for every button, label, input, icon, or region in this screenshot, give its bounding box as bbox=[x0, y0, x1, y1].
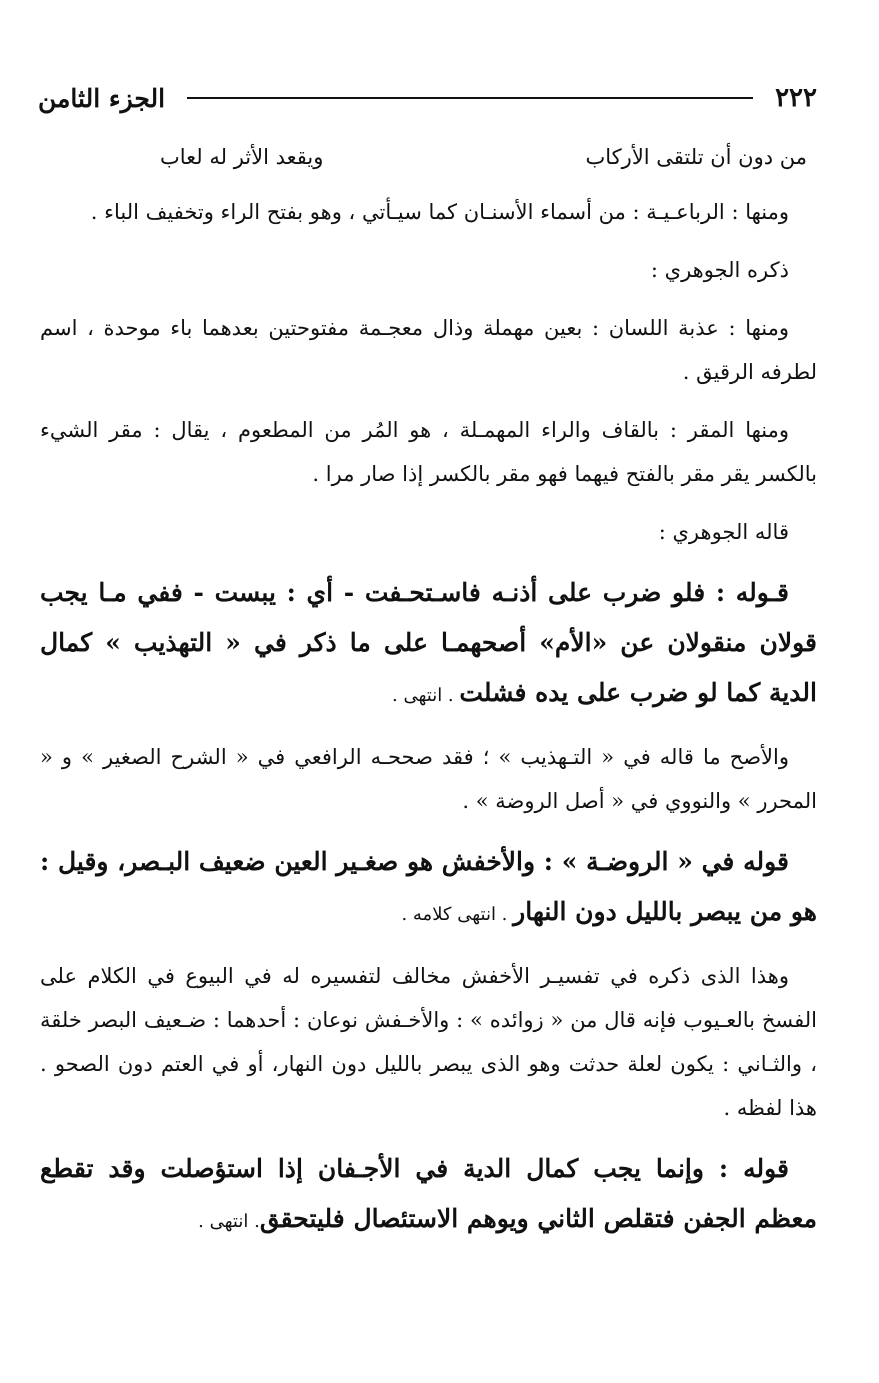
quote-eyelids-tail: . انتهى . bbox=[198, 1211, 260, 1232]
page-content bbox=[40, 136, 817, 1261]
paragraph-jawhari-2: قاله الجوهري : bbox=[658, 520, 789, 544]
quote-ear-strike-tail: . انتهى . bbox=[392, 685, 460, 706]
page-header bbox=[38, 76, 817, 120]
verse-hemistich-second: ويقعد الأثر له لعاب bbox=[160, 145, 324, 169]
paragraph-udhba: ومنها : عذبة اللسان : بعين مهملة وذال معجـمة مفتوحتين بعدهما باء موحدة ، اسم لطرفه الرقيق . bbox=[40, 316, 817, 384]
quote-ear-strike bbox=[40, 568, 817, 721]
poetry-verse bbox=[40, 136, 817, 178]
quote-eyelids-text: قوله : وإنما يجب كمال الدية في الأجـفان إذا استؤصلت وقد تقطع معظم الجفن فتقلص الثاني ويوهم الاستئصال فليتحقق bbox=[40, 1154, 817, 1233]
quote-rawda-text: قوله في « الروضـة » : والأخفش هو صغـير العين ضعيف البـصر، وقيل : هو من يبصر بالليل دون النهار bbox=[40, 847, 817, 926]
running-title: الجزء الثامن bbox=[38, 83, 166, 113]
paragraph-maqr: ومنها المقر : بالقاف والراء المهمـلة ، هو المُر من المطعوم ، يقال : مقر الشيء بالكسر يقر مقر بالفتح فيهما فهو مقر بالكسر إذا صار مرا . bbox=[40, 418, 817, 486]
paragraph-jawhari-1: ذكره الجوهري : bbox=[650, 258, 789, 282]
paragraph-akhfash: وهذا الذى ذكره في تفسيـر الأخفش مخالف لتفسيره له في البيوع في الكلام على الفسخ بالعـيوب فإنه قال من « زوائده » : والأخـفش نوعان : أحدهما : ضـعيف البصر خلقة ، والثـاني : يكون لعلة حدثت وهو الذى يبصر بالليل دون النهار، أو في العتم دون الصحو . هذا لفظه . bbox=[40, 964, 817, 1120]
paragraph-tahdhib: والأصح ما قاله في « التـهذيب » ؛ فقد صححـه الرافعي في « الشرح الصغير » و « المحرر » والنووي في « أصل الروضة » . bbox=[40, 745, 817, 813]
quote-rawda-tail: . انتهى كلامه . bbox=[401, 904, 514, 925]
quote-eyelids bbox=[40, 1144, 817, 1247]
header-rule bbox=[187, 97, 753, 99]
paragraph-rubaiya: ومنها : الرباعـيـة : من أسماء الأسنـان كما سيـأتي ، وهو بفتح الراء وتخفيف الباء . bbox=[90, 200, 789, 224]
verse-hemistich-first: من دون أن تلتقى الأركاب bbox=[585, 145, 807, 169]
page-number: ٢٢٢ bbox=[775, 83, 817, 113]
quote-ear-strike-text: قـوله : فلو ضرب على أذنـه فاسـتحـفت - أي : يبست - ففي مـا يجب قولان منقولان عن «الأم» أصحهمـا على ما ذكر في « التهذيب » كمال الدية كما لو ضرب على يده فشلت bbox=[40, 578, 817, 707]
quote-rawda bbox=[40, 837, 817, 940]
